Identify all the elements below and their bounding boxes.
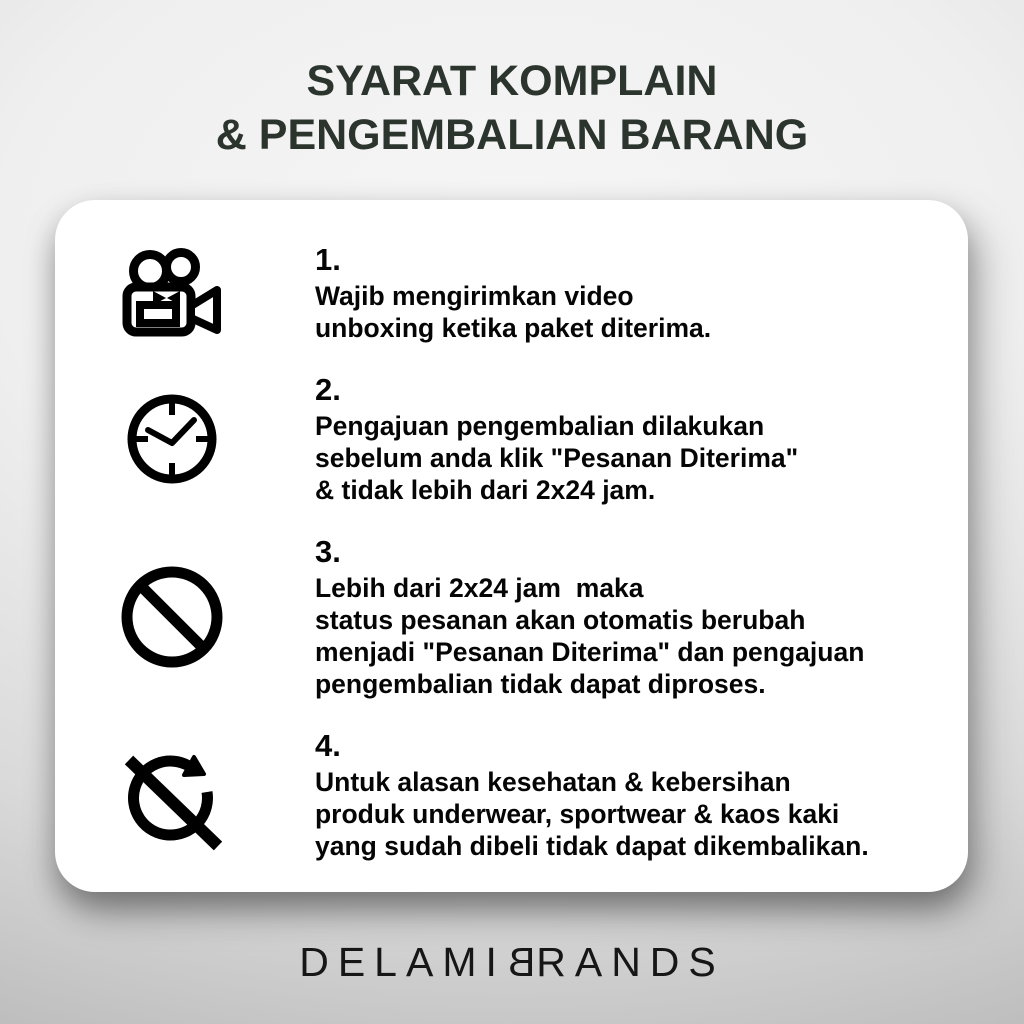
brand-logo-prefix: DELAMI	[299, 939, 506, 985]
item-text	[289, 372, 944, 506]
terms-card	[55, 200, 968, 892]
item-text	[289, 242, 944, 344]
item-text-line: Wajib mengirimkan video	[315, 281, 634, 311]
page-title-line-1: SYARAT KOMPLAIN	[306, 57, 718, 105]
item-text-line: sebelum anda klik "Pesanan Diterima"	[315, 443, 799, 473]
list-item	[55, 534, 944, 700]
item-text-line: menjadi "Pesanan Diterima" dan pengajuan	[315, 637, 865, 667]
video-camera-icon	[119, 246, 226, 340]
item-text	[289, 728, 944, 862]
item-text-line: Untuk alasan kesehatan & kebersihan	[315, 767, 791, 797]
item-text-line: pengembalian tidak dapat diproses.	[315, 669, 766, 699]
no-return-icon	[113, 736, 231, 854]
item-number: 4.	[315, 728, 341, 763]
page-title	[0, 54, 1024, 162]
list-item	[55, 728, 944, 862]
item-icon-cell	[55, 391, 289, 487]
item-text-line: Pengajuan pengembalian dilakukan	[315, 411, 765, 441]
clock-icon	[124, 391, 220, 487]
item-text-line: yang sudah dibeli tidak dapat dikembalikan.	[315, 831, 869, 861]
item-text-line: Lebih dari 2x24 jam maka	[315, 573, 644, 603]
page-title-line-2: & PENGEMBALIAN BARANG	[215, 111, 809, 159]
item-number: 3.	[315, 534, 341, 569]
item-number: 1.	[315, 242, 341, 277]
brand-logo-flipped-letter: B	[498, 939, 536, 985]
no-symbol-icon	[119, 564, 225, 670]
item-number: 2.	[315, 372, 341, 407]
brand-logo	[0, 938, 1024, 986]
item-text-line: & tidak lebih dari 2x24 jam.	[315, 475, 656, 505]
list-item	[55, 372, 944, 506]
brand-logo-suffix: RANDS	[536, 939, 725, 985]
item-text-line: unboxing ketika paket diterima.	[315, 313, 712, 343]
list-item	[55, 242, 944, 344]
item-text	[289, 534, 944, 700]
item-text-line: status pesanan akan otomatis berubah	[315, 605, 806, 635]
item-icon-cell	[55, 564, 289, 670]
item-icon-cell	[55, 736, 289, 854]
item-icon-cell	[55, 246, 289, 340]
item-text-line: produk underwear, sportwear & kaos kaki	[315, 799, 840, 829]
terms-list	[55, 242, 944, 862]
